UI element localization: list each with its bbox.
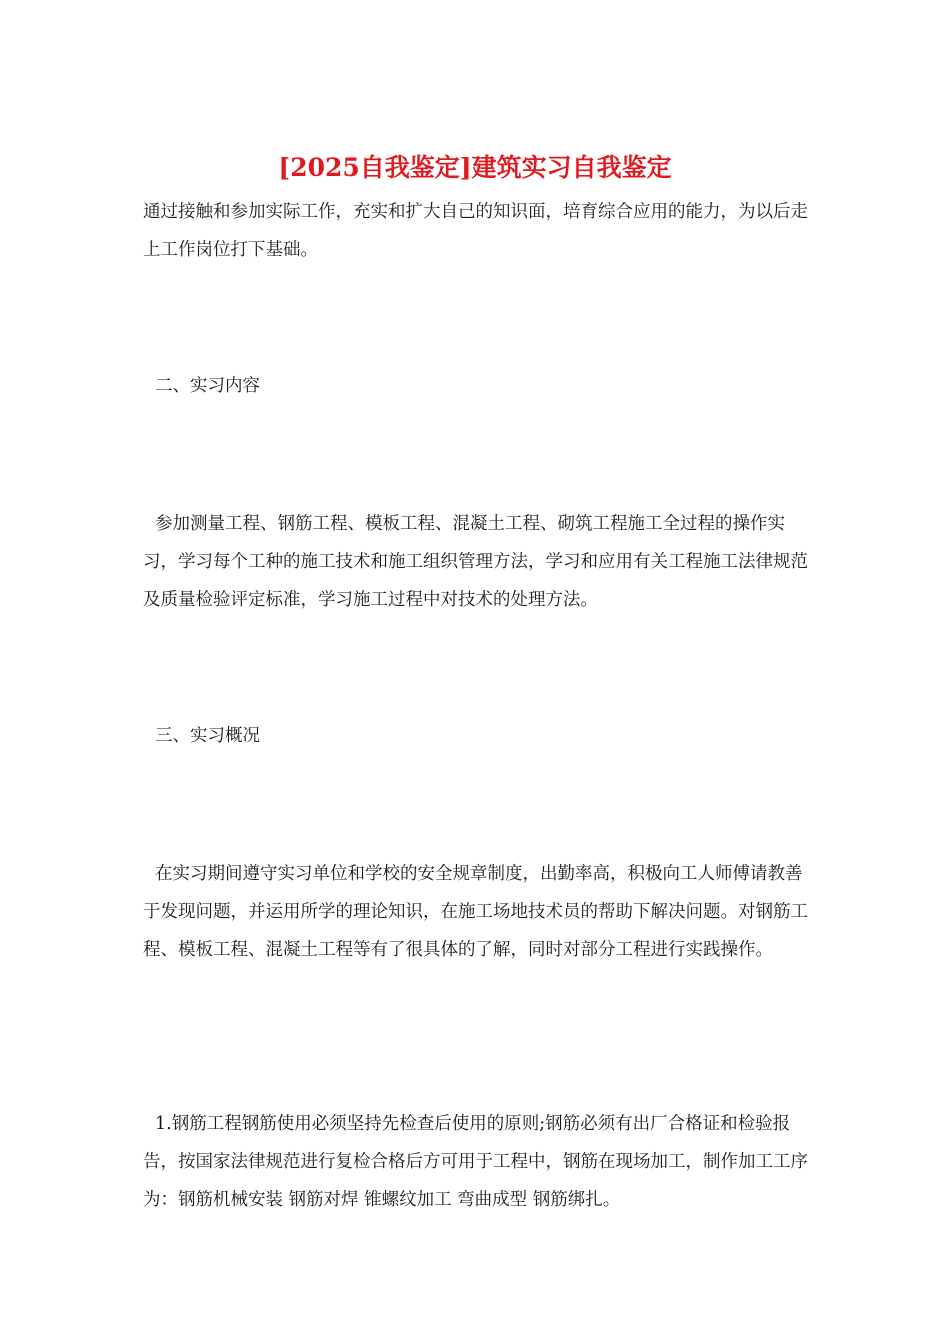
list-item-rebar: 1.钢筋工程钢筋使用必须坚持先检查后使用的原则;钢筋必须有出厂合格证和检验报告，按国家法律规范进行复检合格后方可用于工程中，钢筋在现场加工，制作加工工序为：钢筋机械安装 钢筋对焊 锥螺纹加工 弯曲成型 钢筋绑扎。	[143, 1114, 808, 1210]
document-title: [2025自我鉴定]建筑实习自我鉴定	[278, 153, 672, 182]
intro-paragraph: 通过接触和参加实际工作，充实和扩大自己的知识面，培育综合应用的能力，为以后走上工作岗位打下基础。	[143, 202, 808, 260]
section-heading-overview: 三、实习概况	[155, 726, 260, 746]
section-heading-content: 二、实习内容	[155, 376, 260, 396]
section-content-paragraph: 参加测量工程、钢筋工程、模板工程、混凝土工程、砌筑工程施工全过程的操作实习，学习每个工种的施工技术和施工组织管理方法，学习和应用有关工程施工法律规范及质量检验评定标准，学习施工过程中对技术的处理方法。	[143, 514, 808, 610]
section-overview-paragraph: 在实习期间遵守实习单位和学校的安全规章制度，出勤率高，积极向工人师傅请教善于发现问题，并运用所学的理论知识，在施工场地技术员的帮助下解决问题。对钢筋工程、模板工程、混凝土工程等有了很具体的了解，同时对部分工程进行实践操作。	[143, 864, 808, 960]
